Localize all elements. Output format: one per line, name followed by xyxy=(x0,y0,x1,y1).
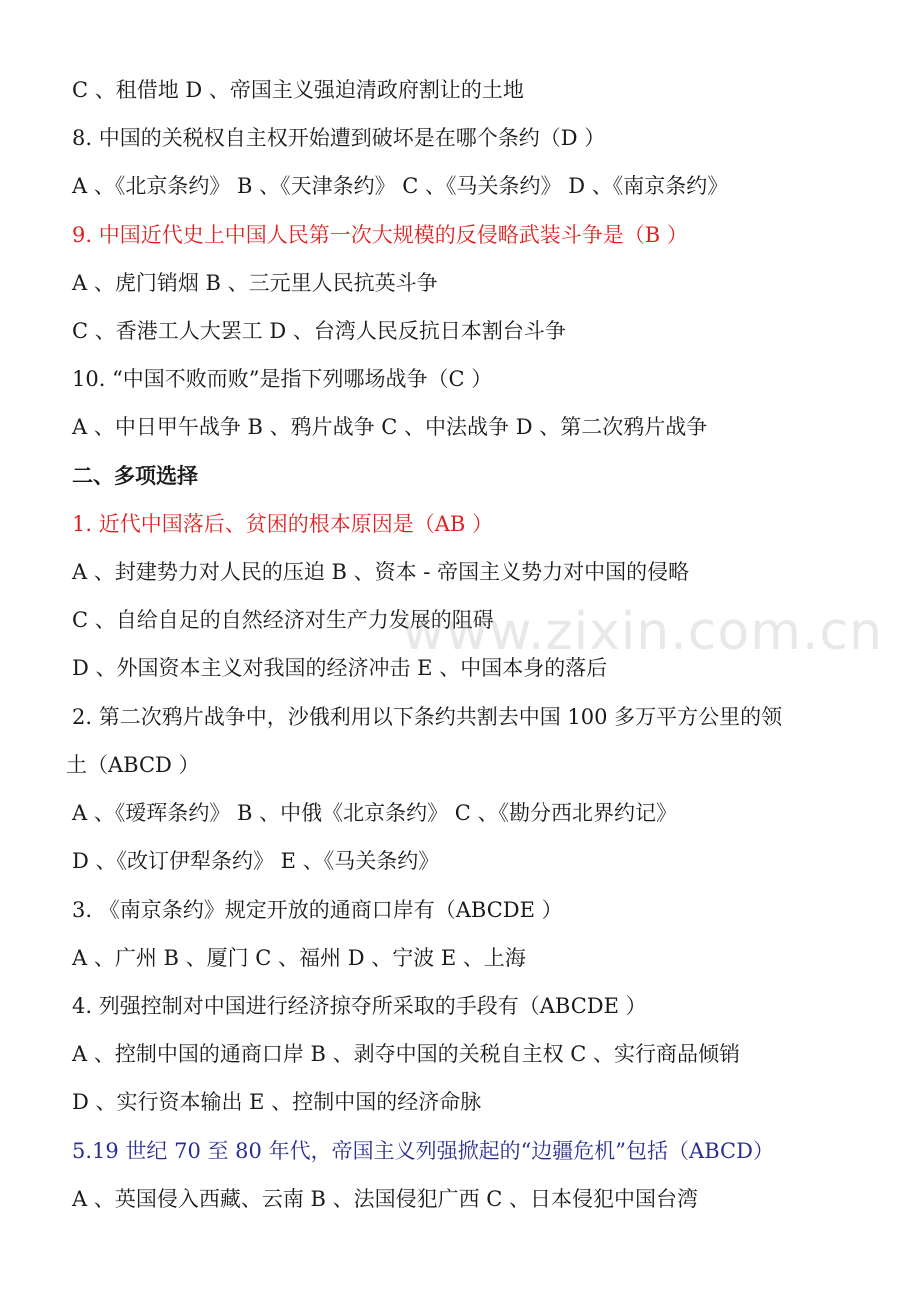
watermark: www.zixin.com.cn xyxy=(402,602,883,662)
text-line: A 、虎门销烟 B 、三元里人民抗英斗争 xyxy=(72,271,438,295)
text-line: D 、实行资本输出 E 、控制中国的经济命脉 xyxy=(72,1090,482,1114)
text-line: A 、控制中国的通商口岸 B 、剥夺中国的关税自主权 C 、实行商品倾销 xyxy=(72,1042,741,1066)
text-line: A 、广州 B 、厦门 C 、福州 D 、宁波 E 、上海 xyxy=(72,946,526,970)
multi-question-4: 4. 列强控制对中国进行经济掠夺所采取的手段有（ABCDE ） xyxy=(72,994,647,1018)
text-line: C 、香港工人大罢工 D 、台湾人民反抗日本割台斗争 xyxy=(72,319,566,343)
multi-question-5: 5.19 世纪 70 至 80 年代，帝国主义列强掀起的“边疆危机”包括（ABCD） xyxy=(72,1139,774,1163)
multi-question-1: 1. 近代中国落后、贫困的根本原因是（AB ） xyxy=(72,512,493,536)
text-line: A 、英国侵入西藏、云南 B 、法国侵犯广西 C 、日本侵犯中国台湾 xyxy=(72,1187,699,1211)
text-line: A 、《瑷珲条约》 B 、中俄《北京条约》 C 、《勘分西北界约记》 xyxy=(72,801,678,825)
text-line: C 、自给自足的自然经济对生产力发展的阻碍 xyxy=(72,608,494,632)
text-line: D 、外国资本主义对我国的经济冲击 E 、中国本身的落后 xyxy=(72,656,608,680)
text-line: D 、《改订伊犁条约》 E 、《马关条约》 xyxy=(72,849,440,873)
text-line: A 、封建势力对人民的压迫 B 、资本 - 帝国主义势力对中国的侵略 xyxy=(72,560,690,584)
question-9: 9. 中国近代史上中国人民第一次大规模的反侵略武装斗争是（B ） xyxy=(72,223,688,247)
question-8: 8. 中国的关税权自主权开始遭到破坏是在哪个条约（D ） xyxy=(72,126,606,150)
text-line: 土（ABCD ） xyxy=(66,753,200,777)
text-line: A 、《北京条约》 B 、《天津条约》 C 、《马关条约》 D 、《南京条约》 xyxy=(72,174,729,198)
multi-question-3: 3. 《南京条约》规定开放的通商口岸有（ABCDE ） xyxy=(72,898,563,922)
section-heading: 二、多项选择 xyxy=(72,463,198,488)
text-line: C 、租借地 D 、帝国主义强迫清政府割让的土地 xyxy=(72,78,524,102)
text-line: A 、中日甲午战争 B 、鸦片战争 C 、中法战争 D 、第二次鸦片战争 xyxy=(72,415,708,439)
multi-question-2: 2. 第二次鸦片战争中，沙俄利用以下条约共割去中国 100 多万平方公里的领 xyxy=(72,705,783,729)
question-10: 10. “中国不败而败”是指下列哪场战争（C ） xyxy=(72,367,493,391)
